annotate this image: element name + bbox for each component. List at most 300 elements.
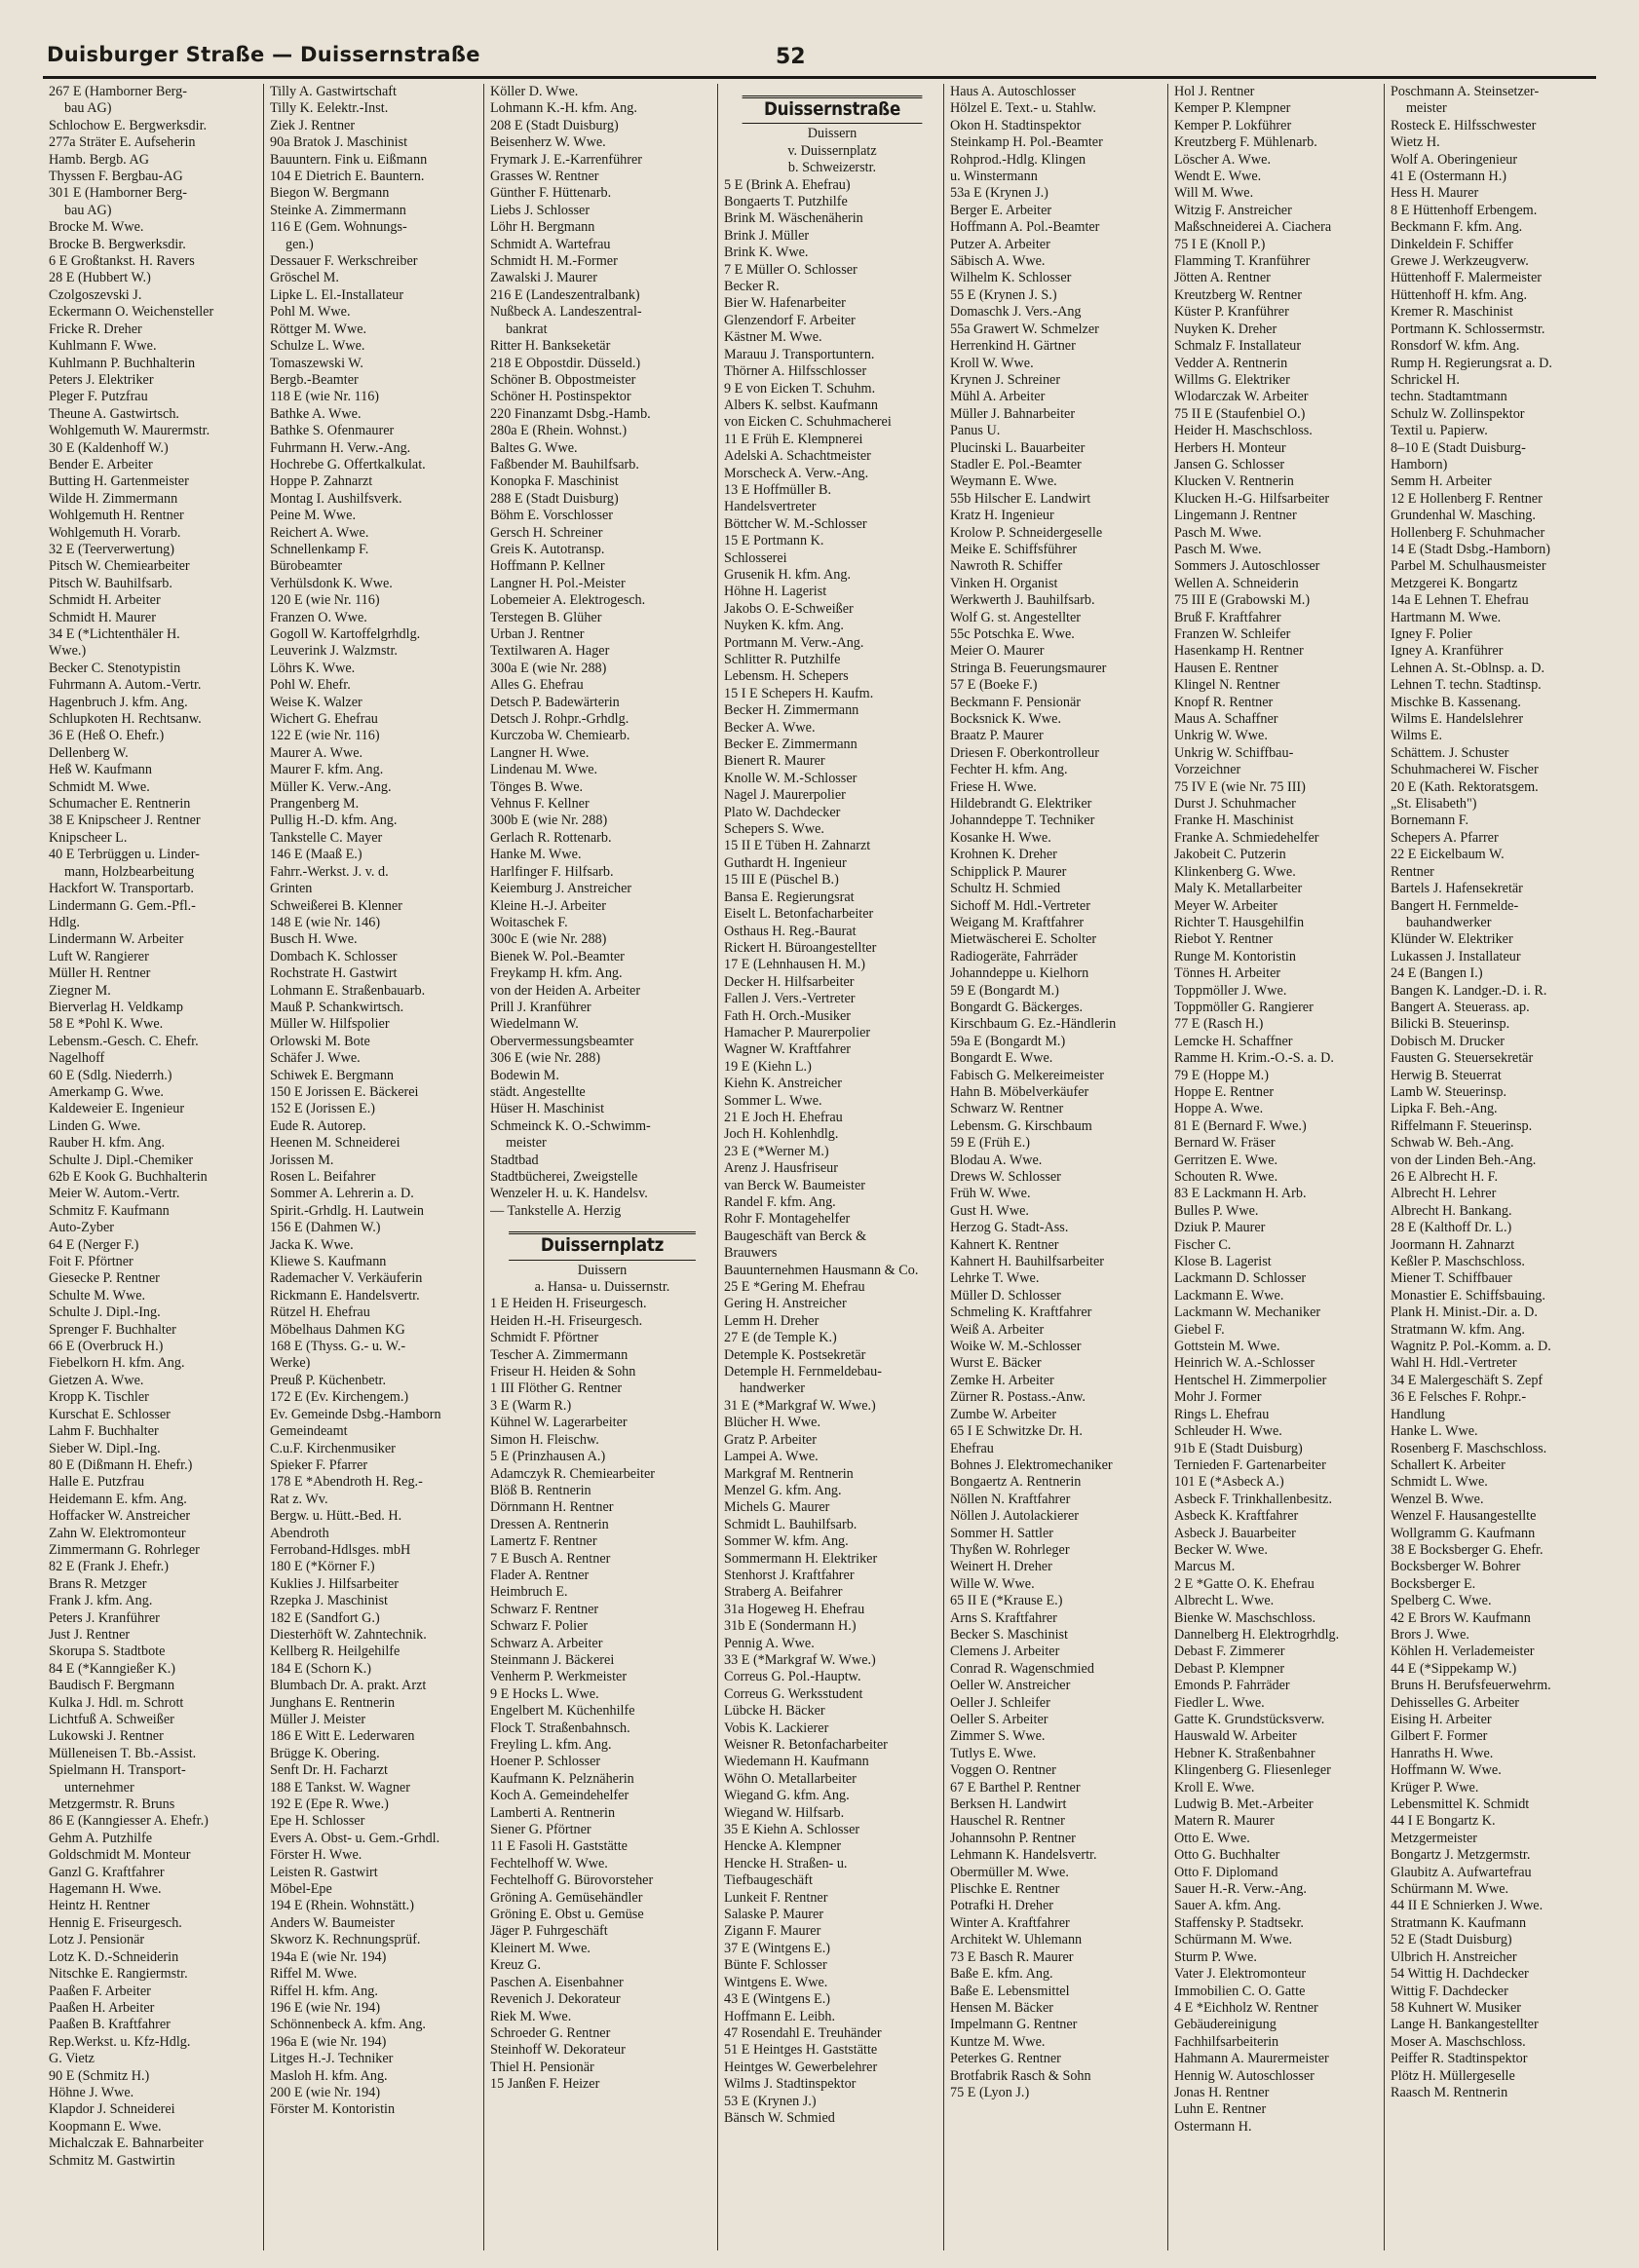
resident-entry: Bauuntern. Fink u. Eißmann xyxy=(270,151,428,168)
house-entry: 55b Hilscher E. Landwirt xyxy=(950,490,1091,507)
house-entry: 79 E (Hoppe M.) xyxy=(1174,1067,1269,1083)
resident-entry: Braatz P. Maurer xyxy=(950,728,1044,744)
resident-entry: bau AG) xyxy=(64,100,112,117)
house-entry: 77 E (Rasch H.) xyxy=(1174,1016,1264,1033)
resident-entry: Bürobeamter xyxy=(270,558,343,575)
resident-entry: Klapdor J. Schneiderei xyxy=(49,2101,175,2118)
resident-entry: Grusenik H. kfm. Ang. xyxy=(724,566,852,583)
resident-entry: Paaßen B. Kraftfahrer xyxy=(49,2017,171,2033)
house-entry: 6 E Großtankst. H. Ravers xyxy=(49,253,195,270)
house-entry: 300a E (wie Nr. 288) xyxy=(490,660,607,676)
resident-entry: Rings L. Ehefrau xyxy=(1174,1406,1270,1422)
resident-entry: Wilhelm K. Schlosser xyxy=(950,270,1072,286)
resident-entry: Glaubitz A. Aufwartefrau xyxy=(1391,1864,1532,1880)
resident-entry: Krüger P. Wwe. xyxy=(1391,1779,1479,1796)
house-entry: 36 E Felsches F. Rohpr.- xyxy=(1391,1389,1527,1406)
resident-entry: Hennig E. Friseurgesch. xyxy=(49,1914,182,1931)
house-entry: 52 E (Stadt Duisburg) xyxy=(1391,1932,1512,1948)
resident-entry: Sauer H.-R. Verw.-Ang. xyxy=(1174,1881,1307,1898)
resident-entry: Thiel H. Pensionär xyxy=(490,2059,594,2075)
resident-entry: Leuverink J. Walzmstr. xyxy=(270,643,398,660)
resident-entry: Bocksberger E. xyxy=(1391,1575,1476,1592)
resident-entry: Schmeinck K. O.-Schwimm- xyxy=(490,1117,651,1134)
resident-entry: Schiwek E. Bergmann xyxy=(270,1067,395,1083)
resident-entry: Bodewin M. xyxy=(490,1067,559,1083)
resident-entry: Tutlys E. Wwe. xyxy=(950,1745,1037,1761)
resident-entry: Reichert A. Wwe. xyxy=(270,524,369,541)
resident-entry: Gröning E. Obst u. Gemüse xyxy=(490,1907,644,1923)
house-entry: 38 E Bocksberger G. Ehefr. xyxy=(1391,1541,1544,1558)
resident-entry: Klünder W. Elektriker xyxy=(1391,931,1513,948)
resident-entry: Lamb W. Steuerinsp. xyxy=(1391,1083,1507,1100)
resident-entry: Wenzel B. Wwe. xyxy=(1391,1491,1484,1507)
resident-entry: Schultz H. Schmied xyxy=(950,881,1061,897)
resident-entry: Fath H. Orch.-Musiker xyxy=(724,1007,852,1024)
house-entry: 55a Grawert W. Schmelzer xyxy=(950,321,1099,337)
resident-entry: Moser A. Maschschloss. xyxy=(1391,2033,1526,2050)
resident-entry: Weymann E. Wwe. xyxy=(950,473,1057,490)
resident-entry: Schmidt M. Wwe. xyxy=(49,778,150,795)
resident-entry: Beisenherz W. Wwe. xyxy=(490,134,606,151)
resident-entry: Liebs J. Schlosser xyxy=(490,202,591,218)
resident-entry: Brink J. Müller xyxy=(724,227,810,244)
resident-entry: Faßbender M. Bauhilfsarb. xyxy=(490,456,639,472)
resident-entry: Lemm H. Dreher xyxy=(724,1312,820,1329)
resident-entry: Baudisch F. Bergmann xyxy=(49,1678,175,1694)
resident-entry: Lotz K. D.-Schneiderin xyxy=(49,1948,179,1965)
header-rule xyxy=(43,76,1596,79)
resident-entry: Orlowski M. Bote xyxy=(270,1033,370,1049)
house-entry: 288 E (Stadt Duisburg) xyxy=(490,490,619,507)
resident-entry: Schnellenkamp F. xyxy=(270,541,369,557)
resident-entry: Woike W. M.-Schlosser xyxy=(950,1339,1082,1355)
resident-entry: Semm H. Arbeiter xyxy=(1391,473,1492,490)
resident-entry: Morscheck A. Verw.-Ang. xyxy=(724,465,869,481)
resident-entry: Oeller J. Schleifer xyxy=(950,1694,1050,1711)
house-entry: 17 E (Lehnhausen H. M.) xyxy=(724,957,865,973)
resident-entry: Köhlen H. Verlademeister xyxy=(1391,1644,1535,1660)
resident-entry: Brink M. Wäschenäherin xyxy=(724,210,863,227)
resident-entry: Fechtelhoff W. Wwe. xyxy=(490,1855,608,1871)
house-entry: 200 E (wie Nr. 194) xyxy=(270,2084,381,2100)
resident-entry: Grundenhal W. Masching. xyxy=(1391,508,1536,524)
house-entry: 186 E Witt E. Lederwaren xyxy=(270,1728,415,1745)
house-entry: 22 E Eickelbaum W. xyxy=(1391,847,1505,863)
resident-entry: Kreuz G. xyxy=(490,1957,541,1974)
resident-entry: Lackmann E. Wwe. xyxy=(1174,1287,1284,1304)
resident-entry: Pitsch W. Bauhilfsarb. xyxy=(49,575,172,591)
resident-entry: Herrenkind H. Gärtner xyxy=(950,338,1076,355)
resident-entry: Kratz H. Ingenieur xyxy=(950,508,1054,524)
resident-entry: Wilms J. Stadtinspektor xyxy=(724,2076,857,2093)
resident-entry: Gatte K. Grundstücksverw. xyxy=(1174,1712,1325,1727)
resident-entry: Ziek J. Rentner xyxy=(270,117,356,133)
resident-entry: Kahnert K. Rentner xyxy=(950,1236,1059,1253)
resident-entry: Wichert G. Ehefrau xyxy=(270,711,378,728)
house-entry: 35 E Kiehn A. Schlosser xyxy=(724,1822,860,1838)
resident-entry: Klose B. Lagerist xyxy=(1174,1254,1272,1270)
resident-entry: Dressen A. Rentnerin xyxy=(490,1516,609,1532)
resident-entry: Maus A. Schaffner xyxy=(1174,711,1278,728)
page-header xyxy=(39,43,1600,72)
resident-entry: Stringa B. Feuerungsmaurer xyxy=(950,660,1107,676)
house-entry: 75 E (Lyon J.) xyxy=(950,2084,1030,2100)
resident-entry: Rosteck E. Hilfsschwester xyxy=(1391,117,1537,133)
resident-entry: Igney F. Polier xyxy=(1391,626,1472,642)
resident-entry: Schumacher E. Rentnerin xyxy=(49,796,191,813)
resident-entry: Fuhrmann H. Verw.-Ang. xyxy=(270,439,411,456)
resident-entry: Dziuk P. Maurer xyxy=(1174,1220,1266,1236)
resident-entry: Johannsohn P. Rentner xyxy=(950,1830,1076,1846)
resident-entry: Bongaerts T. Putzhilfe xyxy=(724,194,848,210)
resident-entry: gen.) xyxy=(286,236,314,252)
house-entry: 13 E Hoffmüller B. xyxy=(724,481,832,498)
resident-entry: Prill J. Kranführer xyxy=(490,999,591,1015)
resident-entry: Klucken H.-G. Hilfsarbeiter xyxy=(1174,490,1330,507)
resident-entry: Knolle W. M.-Schlosser xyxy=(724,770,858,786)
house-entry: 218 E Obpostdir. Düsseld.) xyxy=(490,355,641,371)
resident-entry: Klingenberg G. Fliesenleger xyxy=(1174,1762,1331,1779)
resident-entry: Hagemann H. Wwe. xyxy=(49,1881,162,1898)
house-entry: 8 E Hüttenhoff Erbengem. xyxy=(1391,202,1538,218)
resident-entry: Herwig B. Steuerrat xyxy=(1391,1067,1502,1083)
resident-entry: Lotz J. Pensionär xyxy=(49,1932,145,1948)
resident-entry: Mietwäscherei E. Scholter xyxy=(950,931,1097,948)
house-entry: 300b E (wie Nr. 288) xyxy=(490,813,608,829)
resident-entry: Giebel F. xyxy=(1174,1321,1225,1338)
resident-entry: Oeller W. Anstreicher xyxy=(950,1678,1071,1694)
page-number: 52 xyxy=(776,45,806,69)
resident-entry: Peters J. Kranführer xyxy=(49,1609,160,1626)
resident-entry: Hüttenhoff F. Malermeister xyxy=(1391,270,1543,286)
resident-entry: Müller W. Hilfspolier xyxy=(270,1016,390,1033)
resident-entry: Blodau A. Wwe. xyxy=(950,1152,1043,1168)
resident-entry: Detemple H. Fernmeldebau- xyxy=(724,1364,882,1380)
resident-entry: Steinhoff W. Dekorateur xyxy=(490,2042,626,2059)
resident-entry: Franzen O. Wwe. xyxy=(270,609,367,625)
resident-entry: Meike E. Schiffsführer xyxy=(950,541,1078,557)
resident-entry: Kemper P. Klempner xyxy=(1174,100,1291,117)
resident-entry: Dörnmann H. Rentner xyxy=(490,1499,614,1516)
resident-entry: Albers K. selbst. Kaufmann xyxy=(724,397,879,413)
resident-entry: Marauu J. Transportuntern. xyxy=(724,346,875,362)
resident-entry: Beckmann F. kfm. Ang. xyxy=(1391,219,1523,236)
resident-entry: Fricke R. Dreher xyxy=(49,321,142,337)
resident-entry: Wöhn O. Metallarbeiter xyxy=(724,1770,857,1787)
house-entry: 51 E Heintges H. Gaststätte xyxy=(724,2042,878,2059)
resident-entry: Lange H. Bankangestellter xyxy=(1391,2017,1539,2033)
resident-entry: Weinert H. Dreher xyxy=(950,1559,1052,1575)
resident-entry: Hoppe A. Wwe. xyxy=(1174,1101,1264,1117)
resident-entry: Spielmann H. Transport- xyxy=(49,1762,186,1779)
resident-entry: Flamming T. Kranführer xyxy=(1174,253,1311,270)
house-entry: 20 E (Kath. Rektoratsgem. xyxy=(1391,778,1539,795)
resident-entry: Zemke H. Arbeiter xyxy=(950,1372,1054,1388)
resident-entry: Kleine H.-J. Arbeiter xyxy=(490,897,606,914)
resident-entry: Plucinski L. Bauarbeiter xyxy=(950,439,1086,456)
resident-entry: Montag I. Aushilfsverk. xyxy=(270,490,402,507)
resident-entry: Thörner A. Hilfsschlosser xyxy=(724,363,867,380)
resident-entry: Möbel-Epe xyxy=(270,1881,332,1898)
resident-entry: Venherm P. Werkmeister xyxy=(490,1669,628,1685)
resident-entry: Detsch P. Badewärterin xyxy=(490,694,620,710)
resident-entry: Zumbe W. Arbeiter xyxy=(950,1406,1057,1422)
resident-entry: Leisten R. Gastwirt xyxy=(270,1864,378,1880)
resident-entry: Kulka J. Hdl. m. Schrott xyxy=(49,1694,184,1711)
resident-entry: Kreutzberg W. Rentner xyxy=(1174,286,1302,303)
resident-entry: Bernard W. Fräser xyxy=(1174,1135,1276,1152)
resident-entry: Jorissen M. xyxy=(270,1152,334,1168)
house-entry: 178 E *Abendroth H. Reg.- xyxy=(270,1474,423,1491)
resident-entry: Kirschbaum G. Ez.-Händlerin xyxy=(950,1016,1117,1033)
resident-entry: Abendroth xyxy=(270,1525,329,1541)
resident-entry: Kaldeweier E. Ingenieur xyxy=(49,1101,185,1117)
resident-entry: Zimmermann G. Rohrleger xyxy=(49,1541,200,1558)
house-entry: 34 E Malergeschäft S. Zepf xyxy=(1391,1372,1544,1388)
resident-entry: Hoffmann E. Leibh. xyxy=(724,2008,835,2024)
house-entry: 280a E (Rhein. Wohnst.) xyxy=(490,423,628,439)
resident-entry: Kreutzberg F. Mühlenarb. xyxy=(1174,134,1317,151)
house-entry: 15 I E Schepers H. Kaufm. xyxy=(724,685,874,701)
resident-entry: städt. Angestellte xyxy=(490,1083,586,1100)
resident-entry: Lehnen T. techn. Stadtinsp. xyxy=(1391,677,1542,694)
resident-entry: Weigang M. Kraftfahrer xyxy=(950,914,1085,930)
house-entry: 118 E (wie Nr. 116) xyxy=(270,389,380,405)
resident-entry: Handlung xyxy=(1391,1406,1445,1422)
resident-entry: Beckmann F. Pensionär xyxy=(950,694,1082,710)
resident-entry: Epe H. Schlosser xyxy=(270,1813,365,1830)
resident-entry: Sichoff M. Hdl.-Vertreter xyxy=(950,897,1090,914)
resident-entry: Gerlach R. Rottenarb. xyxy=(490,829,612,846)
resident-entry: Schättem. J. Schuster xyxy=(1391,744,1509,761)
house-entry: 8–10 E (Stadt Duisburg- xyxy=(1391,439,1526,456)
house-entry: 37 E (Wintgens E.) xyxy=(724,1940,830,1956)
resident-entry: Freyling L. kfm. Ang. xyxy=(490,1737,612,1753)
resident-entry: Hasenkamp H. Rentner xyxy=(1174,643,1304,660)
house-entry: 267 E (Hamborner Berg- xyxy=(49,84,187,99)
resident-entry: Tankstelle C. Mayer xyxy=(270,829,383,846)
house-entry: 75 II E (Staufenbiel O.) xyxy=(1174,405,1306,422)
resident-entry: Lamberti A. Rentnerin xyxy=(490,1804,616,1821)
resident-entry: Baße E. kfm. Ang. xyxy=(950,1966,1053,1983)
resident-entry: Stadtbad xyxy=(490,1152,539,1168)
house-entry: 62b E Kook G. Buchhalterin xyxy=(49,1169,208,1185)
resident-entry: Litges H.-J. Techniker xyxy=(270,2051,394,2067)
resident-entry: Pohl W. Ehefr. xyxy=(270,677,351,694)
resident-entry: Gogoll W. Kartoffelgrhdlg. xyxy=(270,626,421,642)
house-entry: 75 I E (Knoll P.) xyxy=(1174,236,1266,252)
resident-entry: Stadtbücherei, Zweigstelle xyxy=(490,1169,638,1185)
resident-entry: Ferroband-Hdlsges. mbH xyxy=(270,1541,411,1558)
resident-entry: Spirit.-Grhdlg. H. Lautwein xyxy=(270,1202,425,1219)
resident-entry: Decker H. Hilfsarbeiter xyxy=(724,973,855,990)
house-entry: 58 E *Pohl K. Wwe. xyxy=(49,1016,164,1033)
house-entry: 31 E (*Markgraf W. Wwe.) xyxy=(724,1397,876,1414)
resident-entry: Böhm E. Vorschlosser xyxy=(490,508,613,524)
resident-entry: Fahrr.-Werkst. J. v. d. xyxy=(270,863,389,880)
resident-entry: Hencke H. Straßen- u. xyxy=(724,1855,848,1871)
resident-entry: Wlodarczak W. Arbeiter xyxy=(1174,389,1309,405)
resident-entry: Fischer C. xyxy=(1174,1236,1232,1253)
resident-entry: Michalczak E. Bahnarbeiter xyxy=(49,2136,204,2152)
resident-entry: Bienek W. Pol.-Beamter xyxy=(490,948,625,964)
house-entry: 41 E (Ostermann H.) xyxy=(1391,169,1506,185)
resident-entry: Unkrig W. Schiffbau- xyxy=(1174,744,1294,761)
house-entry: 216 E (Landeszentralbank) xyxy=(490,286,640,303)
resident-entry: Schepers A. Pfarrer xyxy=(1391,829,1499,846)
resident-entry: Lebensmittel K. Schmidt xyxy=(1391,1796,1530,1813)
resident-entry: Hildebrandt G. Elektriker xyxy=(950,796,1092,813)
resident-entry: von der Linden Beh.-Ang. xyxy=(1391,1152,1537,1168)
resident-entry: Kuhlmann F. Wwe. xyxy=(49,338,157,355)
resident-entry: Adelski A. Schachtmeister xyxy=(724,448,871,465)
resident-entry: Höhne J. Wwe. xyxy=(49,2084,134,2100)
resident-entry: Hoffmann A. Pol.-Beamter xyxy=(950,219,1100,236)
resident-entry: Hoffacker W. Anstreicher xyxy=(49,1508,191,1525)
street-heading: Duissernstraße xyxy=(743,95,923,124)
resident-entry: Markgraf M. Rentnerin xyxy=(724,1465,854,1482)
resident-entry: Auto-Zyber xyxy=(49,1220,114,1236)
resident-entry: van Berck W. Baumeister xyxy=(724,1177,865,1193)
resident-entry: Biegon W. Bergmann xyxy=(270,185,390,202)
resident-entry: Schwab W. Beh.-Ang. xyxy=(1391,1135,1514,1152)
resident-entry: Lampei A. Wwe. xyxy=(724,1449,819,1465)
resident-entry: Fiedler L. Wwe. xyxy=(1174,1694,1265,1711)
house-entry: 101 E (*Asbeck A.) xyxy=(1174,1474,1284,1491)
resident-entry: Schmalz F. Installateur xyxy=(1174,338,1302,355)
resident-entry: Sommermann H. Elektriker xyxy=(724,1550,878,1567)
house-entry: 14a E Lehnen T. Ehefrau xyxy=(1391,592,1529,609)
resident-entry: Hoener P. Schlosser xyxy=(490,1754,601,1770)
resident-entry: Becker S. Maschinist xyxy=(950,1626,1068,1643)
resident-entry: Löscher A. Wwe. xyxy=(1174,151,1272,168)
resident-entry: Bangen K. Landger.-D. i. R. xyxy=(1391,982,1547,999)
resident-entry: Lipke L. El.-Installateur xyxy=(270,286,404,303)
resident-entry: Bongaertz A. Rentnerin xyxy=(950,1474,1082,1491)
house-entry: 196 E (wie Nr. 194) xyxy=(270,1999,381,2016)
resident-entry: Architekt W. Uhlemann xyxy=(950,1932,1083,1948)
resident-entry: Müller J. Bahnarbeiter xyxy=(950,405,1076,422)
resident-entry: Sommers J. Autoschlosser xyxy=(1174,558,1320,575)
resident-entry: Nagelhoff xyxy=(49,1050,105,1067)
resident-entry: Poschmann A. Steinsetzer- xyxy=(1391,84,1540,99)
resident-entry: von der Heiden A. Arbeiter xyxy=(490,982,641,999)
resident-entry: Müller K. Verw.-Ang. xyxy=(270,778,392,795)
resident-entry: Schulte J. Dipl.-Chemiker xyxy=(49,1152,194,1168)
house-entry: 146 E (Maaß E.) xyxy=(270,847,362,863)
resident-entry: Paschen A. Eisenbahner xyxy=(490,1974,624,1990)
resident-entry: Schmitz F. Kaufmann xyxy=(49,1202,170,1219)
resident-entry: Eiselt L. Betonfacharbeiter xyxy=(724,906,874,923)
resident-entry: Lackmann D. Schlosser xyxy=(1174,1270,1307,1287)
resident-entry: Paaßen H. Arbeiter xyxy=(49,1999,155,2016)
resident-entry: Bienert R. Maurer xyxy=(724,753,825,770)
resident-entry: Lohmann K.-H. kfm. Ang. xyxy=(490,100,637,117)
resident-entry: Arenz J. Hausfriseur xyxy=(724,1160,839,1177)
resident-entry: unternehmer xyxy=(64,1779,134,1796)
house-entry: 14 E (Stadt Dsbg.-Hamborn) xyxy=(1391,541,1550,557)
street-subheading: Duissern xyxy=(807,126,858,142)
house-entry: 81 E (Bernard F. Wwe.) xyxy=(1174,1117,1307,1134)
house-entry: 83 E Lackmann H. Arb. xyxy=(1174,1186,1307,1202)
resident-entry: Dinkeldein F. Schiffer xyxy=(1391,236,1513,252)
resident-entry: Rochstrate H. Gastwirt xyxy=(270,965,398,982)
resident-entry: Michels G. Maurer xyxy=(724,1499,830,1516)
resident-entry: Müller J. Meister xyxy=(270,1712,366,1727)
resident-entry: Metzgerei K. Bongartz xyxy=(1391,575,1518,591)
resident-entry: Winter A. Kraftfahrer xyxy=(950,1914,1070,1931)
resident-entry: Runge M. Kontoristin xyxy=(1174,948,1296,964)
resident-entry: Wiedemann H. Kaufmann xyxy=(724,1754,869,1770)
house-entry: 194a E (wie Nr. 194) xyxy=(270,1948,387,1965)
resident-entry: Revenich J. Dekorateur xyxy=(490,1991,621,2008)
resident-entry: Asbeck K. Kraftfahrer xyxy=(1174,1508,1299,1525)
resident-entry: Klucken V. Rentnerin xyxy=(1174,473,1294,490)
house-entry: 152 E (Jorissen E.) xyxy=(270,1101,375,1117)
house-entry: 84 E (*Kanngießer K.) xyxy=(49,1660,176,1677)
resident-entry: Wenzel F. Hausangestellte xyxy=(1391,1508,1537,1525)
resident-entry: Krynen J. Schreiner xyxy=(950,371,1061,388)
resident-entry: Rzepka J. Maschinist xyxy=(270,1593,388,1609)
resident-entry: Mühl A. Arbeiter xyxy=(950,389,1046,405)
resident-entry: Schürmann M. Wwe. xyxy=(1391,1881,1509,1898)
resident-entry: Ulbrich H. Anstreicher xyxy=(1391,1948,1517,1965)
resident-entry: Säbisch A. Wwe. xyxy=(950,253,1046,270)
resident-entry: Harlfinger F. Hilfsarb. xyxy=(490,863,614,880)
resident-entry: Lebensm. H. Schepers xyxy=(724,668,849,685)
house-entry: 25 E *Gering M. Ehefrau xyxy=(724,1279,865,1296)
resident-entry: Stratmann W. kfm. Ang. xyxy=(1391,1321,1525,1338)
resident-entry: Johanndeppe u. Kielhorn xyxy=(950,965,1089,982)
resident-entry: Plischke E. Rentner xyxy=(950,1881,1060,1898)
resident-entry: Correus G. Pol.-Hauptw. xyxy=(724,1669,861,1685)
house-entry: 82 E (Frank J. Ehefr.) xyxy=(49,1559,169,1575)
house-entry: 55 E (Krynen J. S.) xyxy=(950,286,1057,303)
resident-entry: Hol J. Rentner xyxy=(1174,84,1255,99)
resident-entry: Hess H. Maurer xyxy=(1391,185,1479,202)
resident-entry: Terstegen B. Glüher xyxy=(490,609,602,625)
resident-entry: Baugeschäft van Berck & xyxy=(724,1228,867,1244)
resident-entry: Rep.Werkst. u. Kfz-Hdlg. xyxy=(49,2033,191,2050)
resident-entry: C.u.F. Kirchenmusiker xyxy=(270,1440,396,1456)
resident-entry: Schulte J. Dipl.-Ing. xyxy=(49,1304,161,1321)
resident-entry: Ganzl G. Kraftfahrer xyxy=(49,1864,165,1880)
resident-entry: Bänsch W. Schmied xyxy=(724,2109,835,2126)
resident-entry: Hanraths H. Wwe. xyxy=(1391,1745,1494,1761)
resident-entry: Hagenbruch J. kfm. Ang. xyxy=(49,694,188,710)
column-5 xyxy=(943,84,1168,2250)
house-entry: 47 Rosendahl E. Treuhänder xyxy=(724,2024,882,2041)
resident-entry: Rickert H. Büroangestellter xyxy=(724,939,877,956)
resident-entry: Greis K. Autotransp. xyxy=(490,541,605,557)
resident-entry: Bathke S. Ofenmaurer xyxy=(270,423,395,439)
resident-entry: Blücher H. Wwe. xyxy=(724,1415,821,1431)
resident-entry: Masloh H. kfm. Ang. xyxy=(270,2067,388,2084)
resident-entry: Schmidt L. Bauhilfsarb. xyxy=(724,1516,858,1532)
house-entry: 24 E (Bangen I.) xyxy=(1391,965,1483,982)
resident-entry: Lichtfuß A. Schweißer xyxy=(49,1712,174,1727)
resident-entry: Luhn E. Rentner xyxy=(1174,2101,1267,2118)
directory-columns xyxy=(43,84,1598,2250)
resident-entry: Böttcher W. M.-Schlosser xyxy=(724,515,867,532)
resident-entry: Nawroth R. Schiffer xyxy=(950,558,1063,575)
resident-entry: Pleger F. Putzfrau xyxy=(49,389,148,405)
resident-entry: Hoppe P. Zahnarzt xyxy=(270,473,373,490)
resident-entry: Heß W. Kaufmann xyxy=(49,762,152,778)
resident-entry: Kästner M. Wwe. xyxy=(724,329,822,346)
resident-entry: Lebensm.-Gesch. C. Ehefr. xyxy=(49,1033,199,1049)
resident-entry: handwerker xyxy=(740,1380,805,1397)
